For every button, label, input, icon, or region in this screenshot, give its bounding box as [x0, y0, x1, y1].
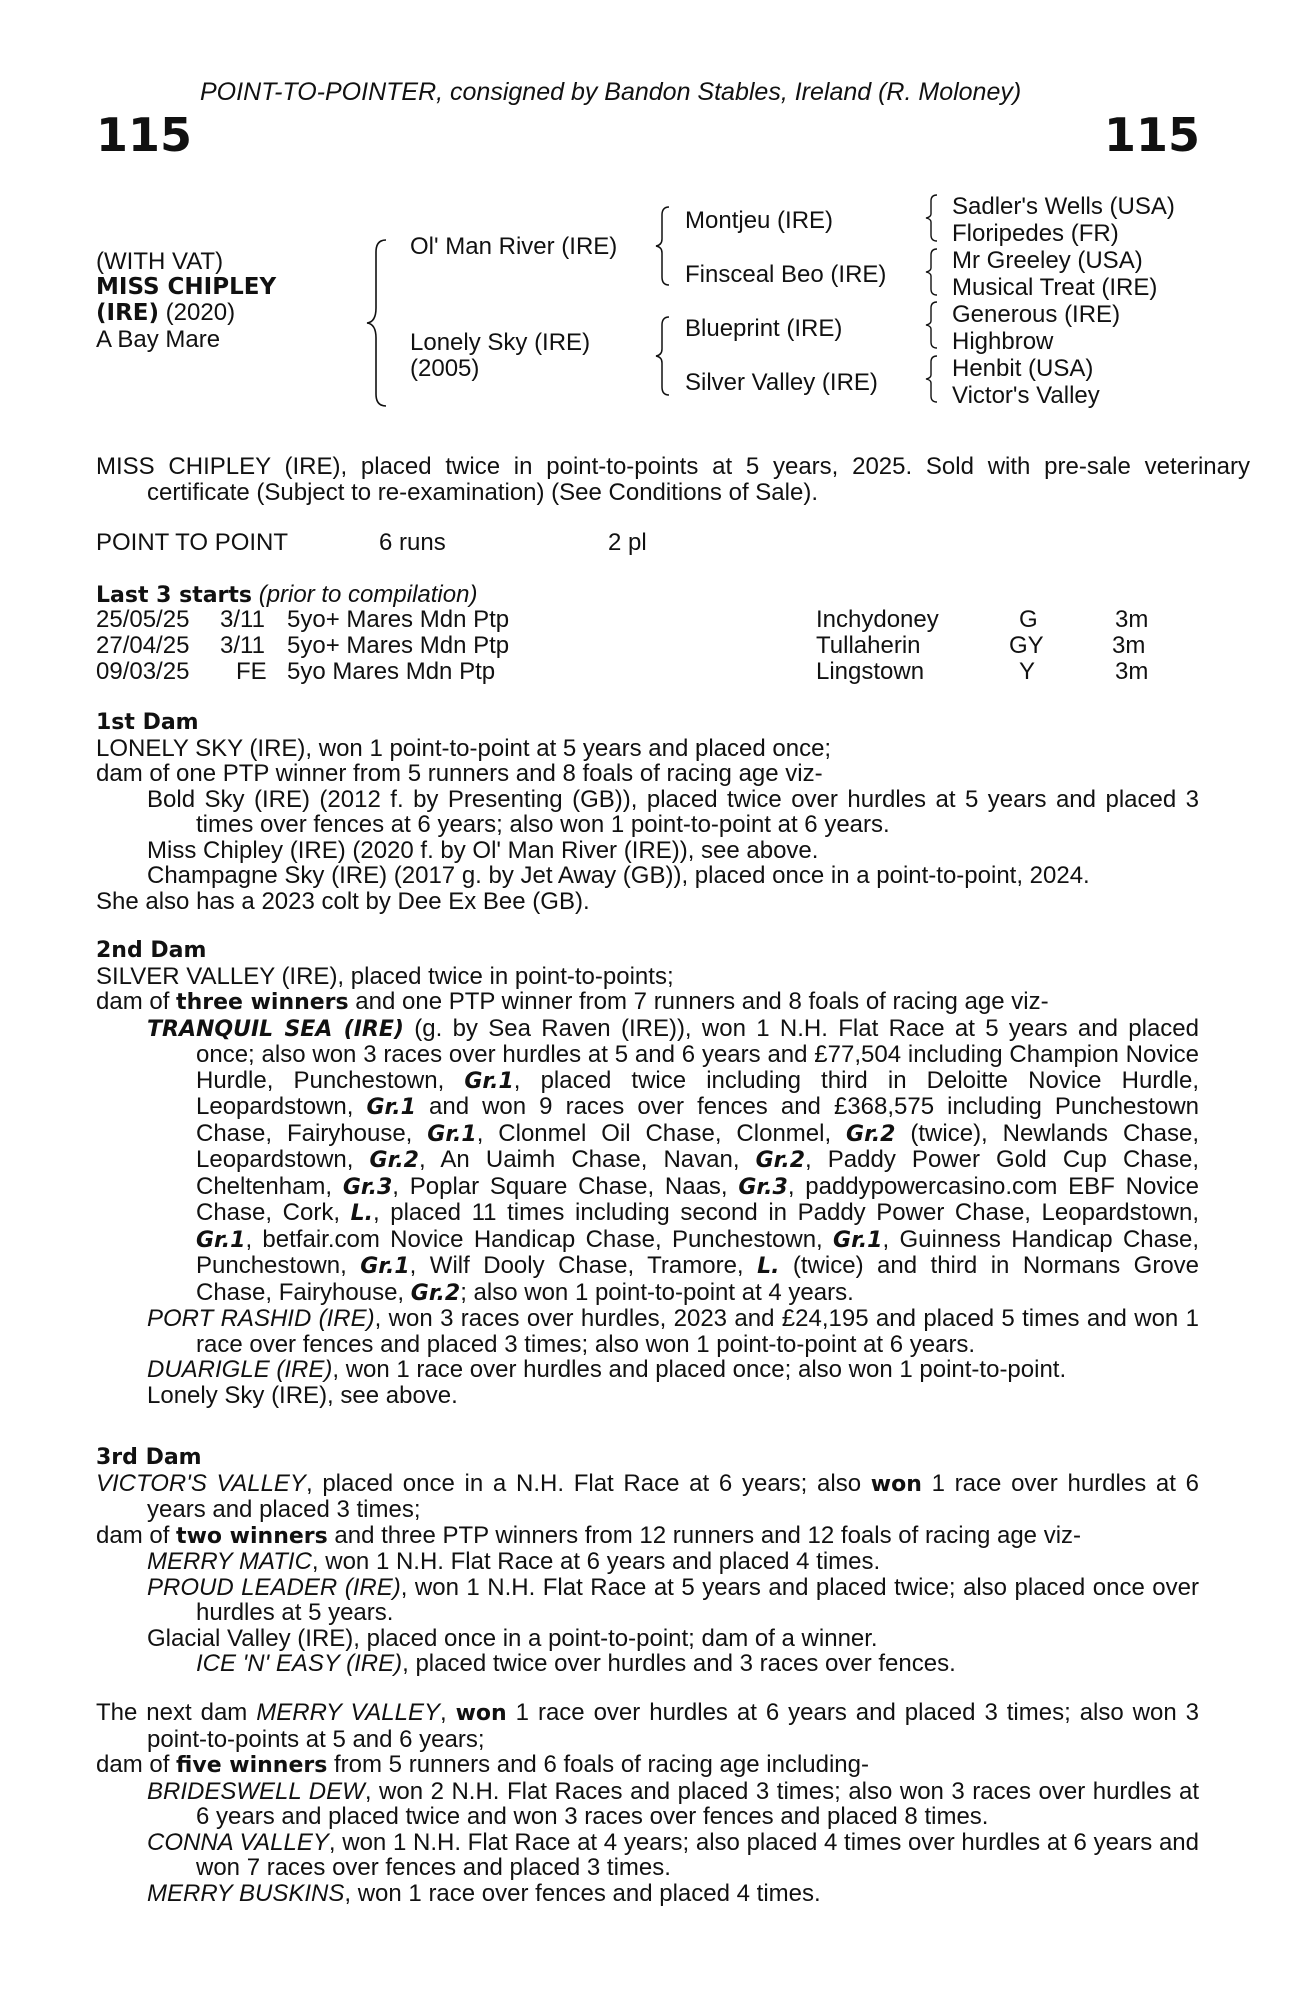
pedigree-brace-g4-3 [922, 300, 942, 350]
race-row [96, 607, 1196, 633]
listed-mark: L. [757, 1254, 780, 1279]
winner-name: MERRY VALLEY [256, 1699, 440, 1726]
pedigree-g4-8: Victor's Valley [952, 382, 1100, 409]
winner-name: BRIDESWELL DEW [147, 1777, 365, 1805]
grand-offspring-entry [196, 1651, 1199, 1677]
text: , won 1 N.H. Flat Race at 6 years and placed 4 times. [311, 1548, 881, 1575]
race-type: 5yo+ Mares Mdn Ptp [287, 632, 510, 659]
ptp-record [96, 530, 1196, 556]
grade-mark: Gr.1 [833, 1227, 883, 1253]
third-dam-section [96, 1445, 1199, 1677]
text: 1 race over hurdles at 6 years and placed 3 times; also won 3 point-to-points at 5 and 6 years; [147, 1699, 1199, 1753]
race-distance: 3m [1112, 632, 1146, 659]
text: , An Uaimh Chase, Navan, [418, 1146, 756, 1173]
pedigree-g3-sire-sire: Montjeu (IRE) [685, 207, 834, 234]
pedigree-g4-7: Henbit (USA) [952, 355, 1094, 382]
winner-name: CONNA VALLEY [147, 1828, 329, 1856]
text: , Paddy Power Gold Cup Chase, Cheltenham, [196, 1146, 1200, 1200]
pedigree-dam: Lonely Sky (IRE) [410, 329, 591, 356]
horse-country: (IRE) [96, 300, 160, 326]
pedigree-g4-6: Highbrow [952, 328, 1054, 355]
pedigree-dam-year: (2005) [410, 355, 480, 382]
text: , betfair.com Novice Handicap Chase, Punchestown, [245, 1225, 834, 1253]
text: , Wilf Dooly Chase, Tramore, [409, 1252, 758, 1279]
pedigree-g4-3: Mr Greeley (USA) [952, 247, 1143, 274]
pedigree-brace-main [364, 238, 394, 408]
first-dam-footer: She also has a 2023 colt by Dee Ex Bee (GB). [96, 887, 590, 915]
winner-name: DUARIGLE (IRE) [147, 1356, 333, 1383]
next-dam-section [96, 1700, 1199, 1906]
section-heading: 1st Dam [96, 710, 199, 735]
ptp-runs: 6 runs [379, 529, 446, 556]
section-heading: 3rd Dam [96, 1445, 202, 1470]
text: , placed 11 times including second in Paddy Power Chase, Leopardstown, [372, 1199, 1199, 1226]
winners-count: two winners [176, 1523, 328, 1549]
text: The next dam [96, 1699, 257, 1726]
text: , paddypowercasino.com EBF Novice Chase, Cork, [196, 1172, 1199, 1226]
pedigree-g4-1: Sadler's Wells (USA) [952, 193, 1175, 220]
grade-mark: Gr.1 [427, 1121, 477, 1147]
race-course: Tullaherin [816, 632, 921, 659]
race-position: 3/11 [220, 606, 265, 633]
section-heading: 2nd Dam [96, 938, 207, 963]
race-going: Y [1019, 658, 1036, 685]
won-emphasis: won [870, 1471, 922, 1497]
pedigree-brace-g4-4 [922, 354, 942, 404]
winner-name: MERRY MATIC [147, 1548, 312, 1575]
horse-identity [96, 249, 276, 352]
second-dam-produce-line [96, 989, 1199, 1016]
race-row [96, 633, 1196, 659]
offspring-entry [147, 1549, 1199, 1575]
grade-mark: Gr.2 [755, 1148, 806, 1173]
third-dam-produce-line [96, 1523, 1199, 1550]
offspring-entry [147, 1306, 1199, 1357]
race-date: 27/04/25 [96, 632, 190, 659]
text: and one PTP winner from 7 runners and 8 foals of racing age viz- [348, 988, 1049, 1015]
race-going: GY [1009, 632, 1044, 659]
winner-name: PORT RASHID (IRE) [147, 1305, 375, 1332]
race-date: 09/03/25 [96, 658, 190, 685]
text: , Poplar Square Chase, Naas, [392, 1172, 739, 1200]
pedigree-g3-dam-sire: Blueprint (IRE) [685, 315, 843, 342]
second-dam-section [96, 938, 1199, 1408]
text: , won 2 N.H. Flat Races and placed 3 times; also won 3 races over hurdles at 6 years and placed twice and won 3 races over fences and placed 8 times. [196, 1777, 1200, 1830]
grade-mark: Gr.1 [366, 1095, 416, 1120]
pedigree-brace-dam [653, 315, 675, 397]
text: , Clonmel Oil Chase, Clonmel, [476, 1119, 847, 1147]
won-emphasis: won [455, 1701, 507, 1726]
race-going: G [1019, 606, 1038, 633]
ptp-label: POINT TO POINT [96, 529, 289, 556]
pedigree-g4-5: Generous (IRE) [952, 301, 1121, 328]
winners-count: five winners [176, 1753, 328, 1778]
pedigree-g4-2: Floripedes (FR) [952, 220, 1119, 247]
text: , won 3 races over hurdles, 2023 and £24,195 and placed 5 times and won 1 race over fences and placed 3 times; also won 1 point-to-point at 6 years. [196, 1305, 1199, 1358]
race-position: 3/11 [220, 632, 265, 659]
race-type: 5yo+ Mares Mdn Ptp [287, 606, 510, 633]
text: and won 9 races over fences and £368,575 including Punchestown Chase, Fairyhouse, [196, 1093, 1199, 1147]
text: from 5 runners and 6 foals of racing age including- [327, 1751, 869, 1778]
text: , won 1 N.H. Flat Race at 4 years; also placed 4 times over hurdles at 6 years and won 7 races over fences and placed 3 times. [196, 1828, 1199, 1881]
ptp-placed: 2 pl [608, 529, 647, 556]
pedigree-g3-sire-dam: Finsceal Beo (IRE) [685, 261, 887, 288]
last-starts-title: Last 3 starts [96, 583, 253, 608]
winner-name: VICTOR'S VALLEY [96, 1469, 306, 1497]
winner-name: ICE 'N' EASY (IRE) [196, 1650, 403, 1677]
offspring-entry [147, 1357, 1199, 1383]
race-position: FE [236, 658, 267, 685]
pedigree-sire: Ol' Man River (IRE) [410, 233, 618, 260]
offspring-entry [147, 1830, 1199, 1881]
offspring-entry [147, 1575, 1199, 1626]
grade-mark: Gr.2 [846, 1121, 896, 1147]
horse-description: A Bay Mare [96, 325, 221, 353]
next-dam-line [96, 1700, 1199, 1752]
listed-mark: L. [350, 1201, 373, 1226]
first-dam-section [96, 710, 1199, 914]
catalogue-header: POINT-TO-POINTER, consigned by Bandon Stables, Ireland (R. Moloney) [200, 78, 1022, 106]
last-starts-subtitle: (prior to compilation) [258, 581, 478, 608]
first-dam-produce-line: dam of one PTP winner from 5 runners and 8 foals of racing age viz- [96, 760, 823, 787]
text: 1 race over hurdles at 6 years and placed 3 times; [147, 1469, 1200, 1523]
lot-number-left: 115 [96, 108, 193, 162]
offspring-entry [147, 1881, 1199, 1907]
grade-mark: Gr.3 [342, 1174, 393, 1200]
first-dam-line: LONELY SKY (IRE), won 1 point-to-point at 5 years and placed once; [96, 734, 832, 762]
text: dam of [96, 988, 177, 1015]
pedigree-brace-sire [653, 205, 675, 287]
offspring-entry: Glacial Valley (IRE), placed once in a point-to-point; dam of a winner. [147, 1624, 878, 1652]
grade-mark: Gr.2 [369, 1148, 419, 1173]
text: , placed once in a N.H. Flat Race at 6 years; also [305, 1469, 871, 1497]
grade-mark: Gr.3 [738, 1174, 788, 1200]
race-distance: 3m [1115, 606, 1149, 633]
second-dam-line: SILVER VALLEY (IRE), placed twice in point-to-points; [96, 962, 674, 990]
black-type-name: TRANQUIL SEA (IRE) [147, 1016, 404, 1042]
winner-name: PROUD LEADER (IRE) [147, 1573, 401, 1601]
text: , placed twice including third in Deloitte Novice Hurdle, Leopardstown, [196, 1066, 1199, 1120]
offspring-entry: Miss Chipley (IRE) (2020 f. by Ol' Man River (IRE)), see above. [147, 836, 819, 864]
offspring-entry [147, 1779, 1199, 1830]
pedigree-g3-dam-dam: Silver Valley (IRE) [685, 369, 878, 396]
winners-count: three winners [176, 990, 349, 1015]
pedigree-brace-g4-2 [922, 247, 942, 297]
offspring-entry: Champagne Sky (IRE) (2017 g. by Jet Away (GB)), placed once in a point-to-point, 2024. [147, 862, 1090, 889]
text: dam of [96, 1521, 177, 1549]
text: , Guinness Handicap Chase, Punchestown, [196, 1225, 1199, 1279]
third-dam-line [96, 1471, 1199, 1523]
text: , won 1 race over fences and placed 4 times. [344, 1879, 821, 1907]
race-row [96, 659, 1196, 685]
text: , [439, 1699, 456, 1726]
winner-name: MERRY BUSKINS [147, 1879, 345, 1907]
text: (twice), Newlands Chase, Leopardstown, [196, 1119, 1199, 1173]
offspring-entry: Lonely Sky (IRE), see above. [147, 1381, 458, 1409]
text: (twice) and third in Normans Grove Chase, Fairyhouse, [196, 1252, 1200, 1306]
lot-number-right: 115 [1103, 108, 1200, 162]
text: dam of [96, 1751, 177, 1778]
text: , won 1 N.H. Flat Race at 5 years and placed twice; also placed once over hurdles at 5 years. [196, 1573, 1199, 1626]
offspring-entry: Bold Sky (IRE) (2012 f. by Presenting (GB)), placed twice over hurdles at 5 years and placed 3 times over fences at 6 years; also won 1 point-to-point at 6 years. [147, 785, 1199, 838]
race-distance: 3m [1115, 658, 1149, 685]
race-course: Inchydoney [816, 606, 939, 633]
text: (g. by Sea Raven (IRE)), won 1 N.H. Flat Race at 5 years and placed once; also won 3 races over hurdles at 5 and 6 years and £77,504 including Champion Novice Hurdle, Punchestown, [196, 1014, 1199, 1094]
grade-mark: Gr.1 [360, 1254, 410, 1279]
horse-name: MISS CHIPLEY [96, 273, 277, 300]
text: , won 1 race over hurdles and placed once; also won 1 point-to-point. [332, 1356, 1067, 1383]
race-date: 25/05/25 [96, 606, 190, 633]
race-type: 5yo Mares Mdn Ptp [287, 658, 496, 685]
last-starts-heading [96, 582, 477, 609]
horse-year: (2020) [159, 299, 236, 326]
grade-mark: Gr.1 [464, 1068, 514, 1094]
offspring-entry-tranquil-sea [147, 1016, 1199, 1307]
text: ; also won 1 point-to-point at 4 years. [460, 1278, 854, 1306]
grade-mark: Gr.1 [196, 1227, 246, 1253]
horse-summary: MISS CHIPLEY (IRE), placed twice in point-to-points at 5 years, 2025. Sold with pre-sale veterinary certificate (Subject to re-examination) (See Conditions of Sale). [96, 453, 1250, 506]
text: , placed twice over hurdles and 3 races over fences. [402, 1650, 956, 1677]
pedigree-g4-4: Musical Treat (IRE) [952, 274, 1158, 301]
next-dam-produce-line [96, 1752, 1199, 1779]
pedigree-brace-g4-1 [922, 193, 942, 243]
text: and three PTP winners from 12 runners and 12 foals of racing age viz- [327, 1521, 1082, 1549]
grade-mark: Gr.2 [410, 1280, 461, 1306]
race-course: Lingstown [816, 658, 925, 685]
vat-note: (WITH VAT) [96, 248, 224, 275]
